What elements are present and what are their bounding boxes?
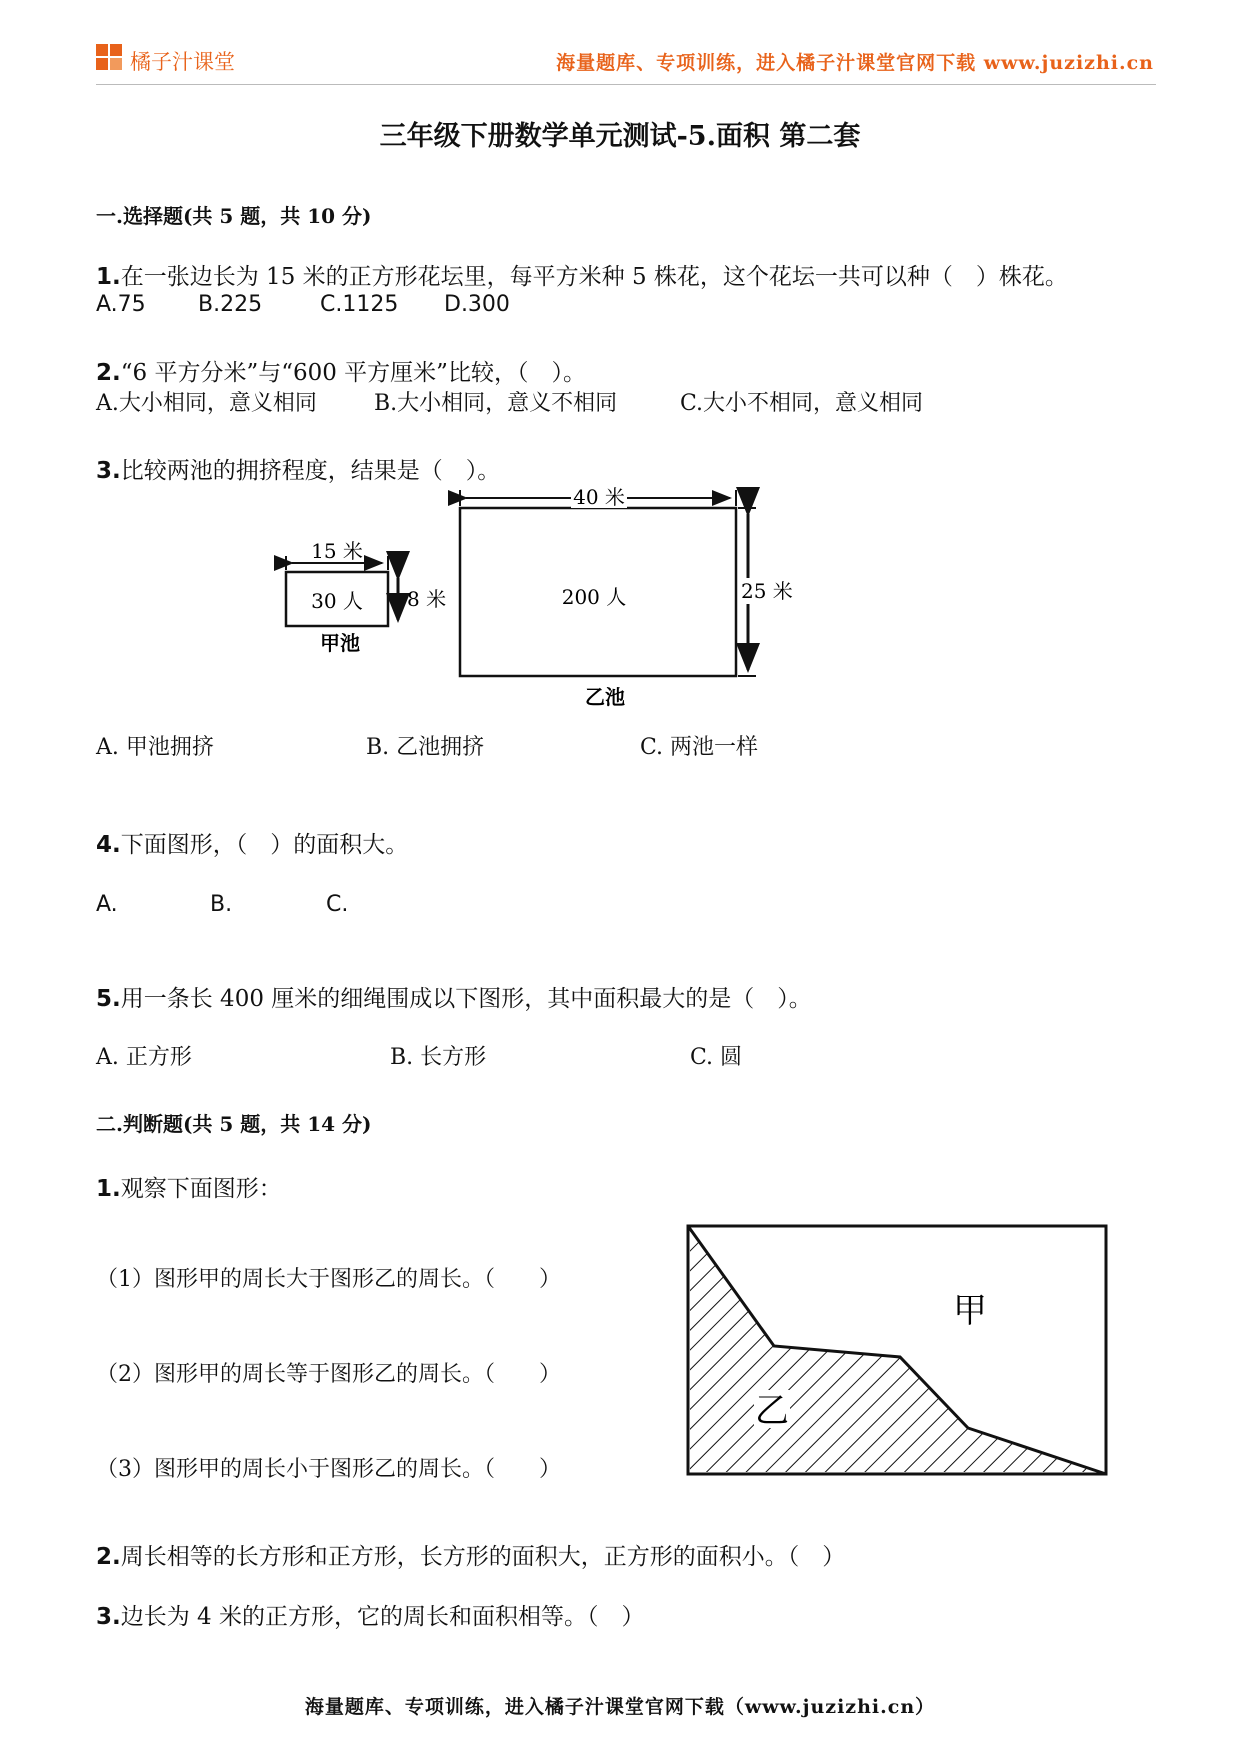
section1-heading: 一.选择题(共 5 题，共 10 分)	[96, 204, 372, 228]
s1-q1-option-c: C.1125	[320, 292, 399, 317]
s1-q3-option-b: B. 乙池拥挤	[366, 735, 485, 760]
s2-q2-text: 2.周长相等的长方形和正方形，长方形的面积大，正方形的面积小。（ ）	[96, 1544, 846, 1570]
s1-q5-text: 5.用一条长 400 厘米的细绳围成以下图形，其中面积最大的是（ ）。	[96, 986, 812, 1012]
pool-a-name: 甲池	[320, 631, 360, 655]
s1-q5-option-a: A. 正方形	[96, 1045, 192, 1070]
section2-heading: 二.判断题(共 5 题，共 14 分)	[96, 1112, 372, 1136]
logo-text: 橘子汁课堂	[130, 50, 235, 74]
s1-q1-text: 1.在一张边长为 15 米的正方形花坛里，每平方米种 5 株花，这个花坛一共可以种（ ）株花。	[96, 264, 1068, 290]
header-slogan: 海量题库、专项训练，进入橘子汁课堂官网下载 www.juzizhi.cn	[556, 52, 1154, 74]
s1-q4-option-b: B.	[210, 892, 233, 917]
s1-q4-option-c: C.	[326, 892, 349, 917]
shape-a-label: 甲	[953, 1291, 987, 1331]
page-title: 三年级下册数学单元测试-5.面积 第二套	[379, 121, 861, 152]
s2-q1-text: 1.观察下面图形：	[96, 1176, 282, 1202]
page-footer: 海量题库、专项训练，进入橘子汁课堂官网下载（www.juzizhi.cn）	[304, 1696, 936, 1718]
s1-q3-text: 3.比较两池的拥挤程度，结果是（ ）。	[96, 458, 501, 484]
s1-q2-option-c: C.大小不相同，意义相同	[680, 391, 924, 416]
s1-q5-option-c: C. 圆	[690, 1045, 743, 1070]
s1-q3-option-c: C. 两池一样	[640, 735, 759, 760]
s1-q1-option-a: A.75	[96, 292, 146, 317]
s1-q1-option-b: B.225	[198, 292, 263, 317]
shape-b-label: 乙	[755, 1391, 789, 1431]
pool-a-height-label: 8 米	[407, 587, 447, 611]
s1-q5-option-b: B. 长方形	[390, 1045, 487, 1070]
s2-q3-text: 3.边长为 4 米的正方形，它的周长和面积相等。（ ）	[96, 1604, 645, 1630]
pool-a-content: 30 人	[311, 589, 363, 613]
s1-q2-option-b: B.大小相同，意义不相同	[374, 391, 618, 416]
s1-q3-option-a: A. 甲池拥挤	[96, 735, 214, 760]
shape-b-hatched	[690, 1228, 1104, 1472]
pool-b-height-label: 25 米	[741, 579, 793, 603]
s1-q4-text: 4.下面图形，（ ）的面积大。	[96, 832, 409, 858]
s2-q1-item-1: （1）图形甲的周长大于图形乙的周长。（ ）	[96, 1267, 561, 1292]
pool-b-name: 乙池	[585, 685, 625, 709]
pool-b-content: 200 人	[561, 585, 627, 609]
pool-b-width-label: 40 米	[573, 485, 625, 509]
pool-a-width-label: 15 米	[311, 539, 363, 563]
s1-q2-text: 2.“6 平方分米”与“600 平方厘米”比较，（ ）。	[96, 360, 586, 386]
s1-q2-option-a: A.大小相同，意义相同	[96, 391, 317, 416]
s2-q1-item-3: （3）图形甲的周长小于图形乙的周长。（ ）	[96, 1457, 561, 1482]
s1-q4-option-a: A.	[96, 892, 118, 917]
s2-q1-item-2: （2）图形甲的周长等于图形乙的周长。（ ）	[96, 1362, 561, 1387]
s1-q1-option-d: D.300	[444, 292, 510, 317]
